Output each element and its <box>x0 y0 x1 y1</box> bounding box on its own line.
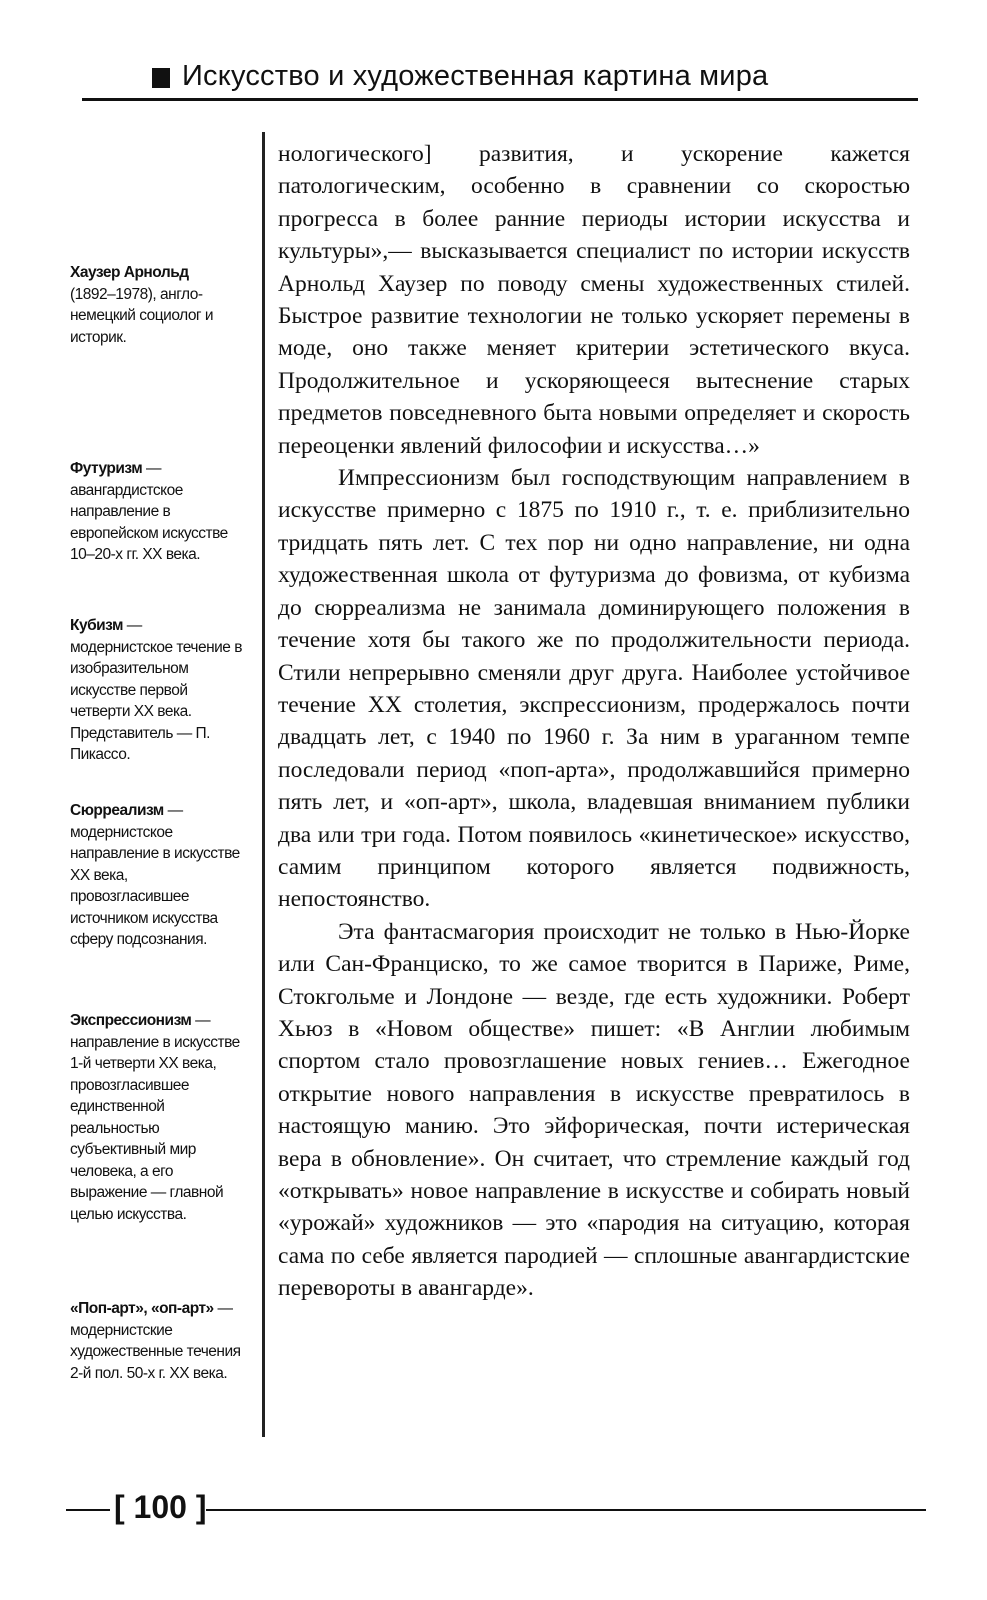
margin-note-hauser <box>70 262 248 348</box>
note-term: Сюрреализм <box>70 802 164 819</box>
note-term: Футуризм <box>70 460 143 477</box>
margin-note-cubism <box>70 615 248 766</box>
note-term: Кубизм <box>70 617 123 634</box>
margin-note-futurism <box>70 458 248 566</box>
page-number: [ 100 ] <box>114 1489 207 1525</box>
paragraph: Импрессионизм был господствующим направлением в искусстве примерно с 1875 по 1910 г., т. е. приблизительно тридцать пять лет. С тех пор ни одно направление, ни одна художественная школа от футуризма до фовизма, от кубизма до сюрреализма не занимала доминирующего положения в течение хотя бы такого же по продолжительности периода. Стили непрерывно сменяли друг друга. Наиболее устойчивое течение XX столетия, экспрессионизм, продержалось почти двадцать лет, с 1940 по 1960 г. За ним в ураганном темпе последовали период «поп-арта», продолжавшийся примерно пять лет, и «оп-арт», школа, владевшая вниманием публики два или три года. Потом появилось «кинетическое» искусство, самим принципом которого является подвижность, непостоянство. <box>278 465 910 913</box>
running-header <box>82 62 918 102</box>
note-text: — авангардистское направление в европейском искусстве 10–20-х гг. XX века. <box>70 460 228 563</box>
footer-rule-left <box>66 1509 110 1511</box>
note-text: — модернистское направление в искусстве XX века, провозгласившее источником искусства сферу подсознания. <box>70 802 240 948</box>
header-square-icon <box>152 68 170 88</box>
note-text: (1892–1978), англо-немецкий социолог и историк. <box>70 285 214 346</box>
paragraph: нологического] развития, и ускорение кажется патологическим, особенно в сравнении со скоростью прогресса в более ранние периоды истории искусства и культуры»,— высказывается специалист по истории искусств Арнольд Хаузер по поводу смены художественных стилей. Быстрое развитие технологии не только ускоряет перемены в моде, оно также меняет критерии эстетического вкуса. Продолжительное и ускоряющееся вытеснение старых предметов повседневного быта новыми определяет и скорость переоценки явлений философии и искусства…» <box>278 141 910 459</box>
header-title: Искусство и художественная картина мира <box>182 60 769 92</box>
header-rule <box>82 98 918 101</box>
paragraph: Эта фантасмагория происходит не только в Нью-Йорке или Сан-Франциско, то же самое творится в Париже, Риме, Стокгольме и Лондоне — везде, где есть художники. Роберт Хьюз в «Новом обществе» пишет: «В Англии любимым спортом стало провозглашение новых гениев… Ежегодное открытие нового направления в искусстве превратилось в настоящую манию. Это эйфорическая, почти истерическая вера в обновление». Он считает, что стремление каждый год «открывать» новое направление в искусстве и собирать новый «урожай» художников — это «пародия на ситуацию, которая сама по себе является пародией — сплошные авангардистские перевороты в авангарде». <box>278 918 910 1302</box>
footer-rule-right <box>206 1509 926 1511</box>
note-text: — модернистские художественные течения 2-й пол. 50-х г. XX века. <box>70 1300 241 1382</box>
note-text: — модернистское течение в изобразительном искусстве первой четверти XX века. Представитель — П. Пикассо. <box>70 617 242 763</box>
page-footer <box>66 1485 926 1535</box>
margin-note-pop-art <box>70 1298 248 1384</box>
main-text <box>278 138 910 1305</box>
note-term: «Поп-арт», «оп-арт» <box>70 1300 214 1317</box>
note-text: — направление в искусстве 1-й четверти XX века, провозгласившее единственной реальностью субъективный мир человека, а его выражение — главной целью искусства. <box>70 1012 240 1223</box>
note-term: Экспрессионизм <box>70 1012 192 1029</box>
margin-note-expressionism <box>70 1010 248 1225</box>
margin-note-surrealism <box>70 800 248 951</box>
note-term: Хаузер Арнольд <box>70 264 189 281</box>
column-divider <box>262 132 265 1437</box>
